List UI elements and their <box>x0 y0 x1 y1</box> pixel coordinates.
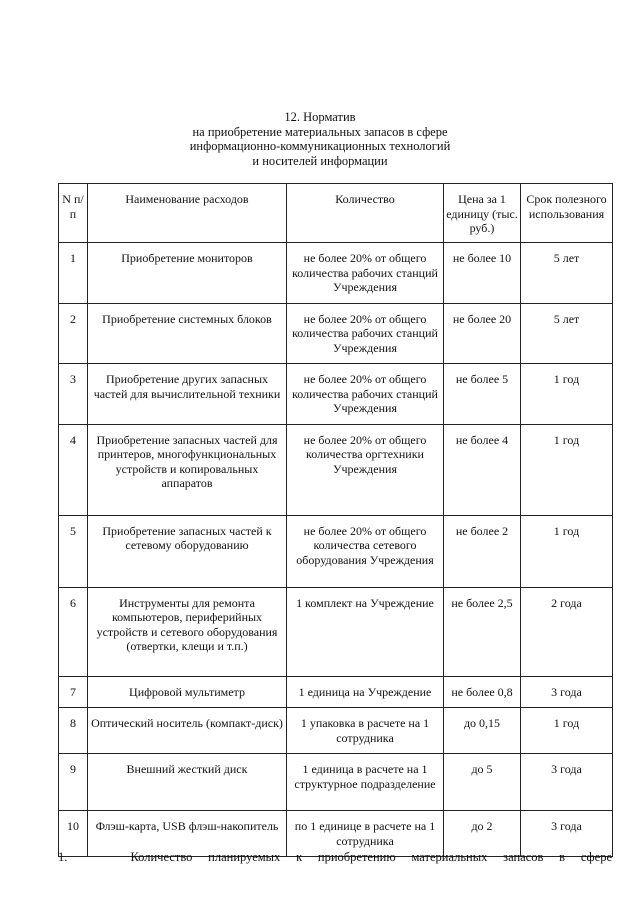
cell-price: до 0,15 <box>444 708 521 754</box>
footnote-number: 1. <box>58 850 68 864</box>
cell-name: Приобретение запасных частей к сетевому оборудованию <box>88 515 287 587</box>
table-row <box>59 424 613 515</box>
table-row <box>59 587 613 676</box>
table-header-row <box>59 184 613 243</box>
cell-term: 1 год <box>521 708 613 754</box>
document-title <box>0 110 640 168</box>
cell-qty: не более 20% от общего количества рабочих станций Учреждения <box>287 364 444 425</box>
header-qty: Количество <box>287 184 444 243</box>
header-term: Срок полезного использования <box>521 184 613 243</box>
cell-term: 3 года <box>521 811 613 857</box>
header-num: N п/п <box>59 184 88 243</box>
cell-name: Оптический носитель (компакт-диск) <box>88 708 287 754</box>
table-row <box>59 303 613 364</box>
title-line-2: на приобретение материальных запасов в сфере <box>192 124 448 139</box>
norms-table <box>58 183 613 857</box>
table-row <box>59 364 613 425</box>
cell-num: 1 <box>59 243 88 304</box>
cell-num: 10 <box>59 811 88 857</box>
cell-name: Приобретение запасных частей для принтеров, многофункциональных устройств и копировальных аппаратов <box>88 424 287 515</box>
cell-term: 2 года <box>521 587 613 676</box>
cell-term: 3 года <box>521 754 613 811</box>
table-row <box>59 754 613 811</box>
title-line-4: и носителей информации <box>252 153 388 168</box>
cell-price: не более 10 <box>444 243 521 304</box>
cell-qty: 1 комплект на Учреждение <box>287 587 444 676</box>
cell-term: 1 год <box>521 515 613 587</box>
cell-price: не более 0,8 <box>444 676 521 708</box>
cell-qty: 1 единица на Учреждение <box>287 676 444 708</box>
cell-num: 7 <box>59 676 88 708</box>
cell-qty: не более 20% от общего количества сетевого оборудования Учреждения <box>287 515 444 587</box>
cell-qty: 1 упаковка в расчете на 1 сотрудника <box>287 708 444 754</box>
cell-name: Флэш-карта, USB флэш-накопитель <box>88 811 287 857</box>
cell-num: 5 <box>59 515 88 587</box>
cell-name: Внешний жесткий диск <box>88 754 287 811</box>
cell-num: 4 <box>59 424 88 515</box>
cell-term: 5 лет <box>521 243 613 304</box>
cell-term: 1 год <box>521 364 613 425</box>
cell-qty: по 1 единице в расчете на 1 сотрудника <box>287 811 444 857</box>
cell-name: Цифровой мультиметр <box>88 676 287 708</box>
table-row <box>59 708 613 754</box>
cell-qty: не более 20% от общего количества рабочих станций Учреждения <box>287 243 444 304</box>
cell-name: Приобретение системных блоков <box>88 303 287 364</box>
cell-price: не более 4 <box>444 424 521 515</box>
table-row <box>59 676 613 708</box>
cell-name: Инструменты для ремонта компьютеров, периферийных устройств и сетевого оборудования (отвертки, клещи и т.п.) <box>88 587 287 676</box>
title-line-3: информационно-коммуникационных технологий <box>189 139 451 153</box>
cell-num: 9 <box>59 754 88 811</box>
cell-num: 8 <box>59 708 88 754</box>
cell-price: не более 2 <box>444 515 521 587</box>
title-line-1: 12. Норматив <box>284 110 356 124</box>
cell-term: 3 года <box>521 676 613 708</box>
cell-num: 6 <box>59 587 88 676</box>
cell-name: Приобретение других запасных частей для вычислительной техники <box>88 364 287 425</box>
cell-num: 3 <box>59 364 88 425</box>
cell-qty: не более 20% от общего количества рабочих станций Учреждения <box>287 303 444 364</box>
cell-qty: 1 единица в расчете на 1 структурное подразделение <box>287 754 444 811</box>
cell-price: не более 5 <box>444 364 521 425</box>
cell-name: Приобретение мониторов <box>88 243 287 304</box>
footnote-text: Количество планируемых к приобретению материальных запасов в сфере <box>130 850 612 864</box>
cell-term: 1 год <box>521 424 613 515</box>
cell-num: 2 <box>59 303 88 364</box>
cell-price: не более 2,5 <box>444 587 521 676</box>
table-row <box>59 515 613 587</box>
cell-term: 5 лет <box>521 303 613 364</box>
header-price: Цена за 1 единицу (тыс. руб.) <box>444 184 521 243</box>
cell-qty: не более 20% от общего количества оргтехники Учреждения <box>287 424 444 515</box>
table-row <box>59 243 613 304</box>
cell-price: до 5 <box>444 754 521 811</box>
cell-price: не более 20 <box>444 303 521 364</box>
cell-price: до 2 <box>444 811 521 857</box>
header-name: Наименование расходов <box>88 184 287 243</box>
footnote-paragraph <box>58 850 612 865</box>
